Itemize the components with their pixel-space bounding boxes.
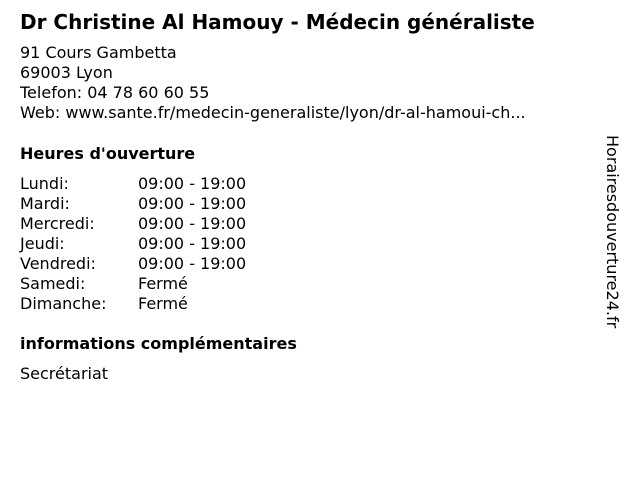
day-label: Mercredi: xyxy=(20,214,95,233)
phone-number: Telefon: 04 78 60 60 55 xyxy=(20,83,210,102)
hours-row-friday xyxy=(20,254,246,274)
time-value: 09:00 - 19:00 xyxy=(138,254,247,273)
hours-row-thursday xyxy=(20,234,246,254)
time-value: 09:00 - 19:00 xyxy=(138,174,247,193)
hours-row-saturday xyxy=(20,274,246,294)
time-value: Fermé xyxy=(138,294,188,313)
page-title: Dr Christine Al Hamouy - Médecin généraliste xyxy=(20,10,535,34)
additional-info-heading: informations complémentaires xyxy=(20,334,297,353)
hours-row-monday xyxy=(20,174,246,194)
day-label: Samedi: xyxy=(20,274,86,293)
day-label: Lundi: xyxy=(20,174,69,193)
additional-info-text: Secrétariat xyxy=(20,364,109,383)
day-label: Vendredi: xyxy=(20,254,96,273)
opening-hours-table xyxy=(20,174,246,314)
day-label: Mardi: xyxy=(20,194,70,213)
city-postal: 69003 Lyon xyxy=(20,63,113,82)
hours-heading: Heures d'ouverture xyxy=(20,144,196,163)
time-value: Fermé xyxy=(138,274,188,293)
hours-row-wednesday xyxy=(20,214,246,234)
time-value: 09:00 - 19:00 xyxy=(138,214,247,233)
site-watermark: Horairesdouverture24.fr xyxy=(603,135,622,329)
address-block xyxy=(20,43,526,123)
website-url: Web: www.sante.fr/medecin-generaliste/lyon/dr-al-hamoui-ch... xyxy=(20,103,526,122)
street-address: 91 Cours Gambetta xyxy=(20,43,177,62)
hours-row-tuesday xyxy=(20,194,246,214)
time-value: 09:00 - 19:00 xyxy=(138,234,247,253)
hours-row-sunday xyxy=(20,294,246,314)
day-label: Dimanche: xyxy=(20,294,107,313)
day-label: Jeudi: xyxy=(20,234,65,253)
time-value: 09:00 - 19:00 xyxy=(138,194,247,213)
